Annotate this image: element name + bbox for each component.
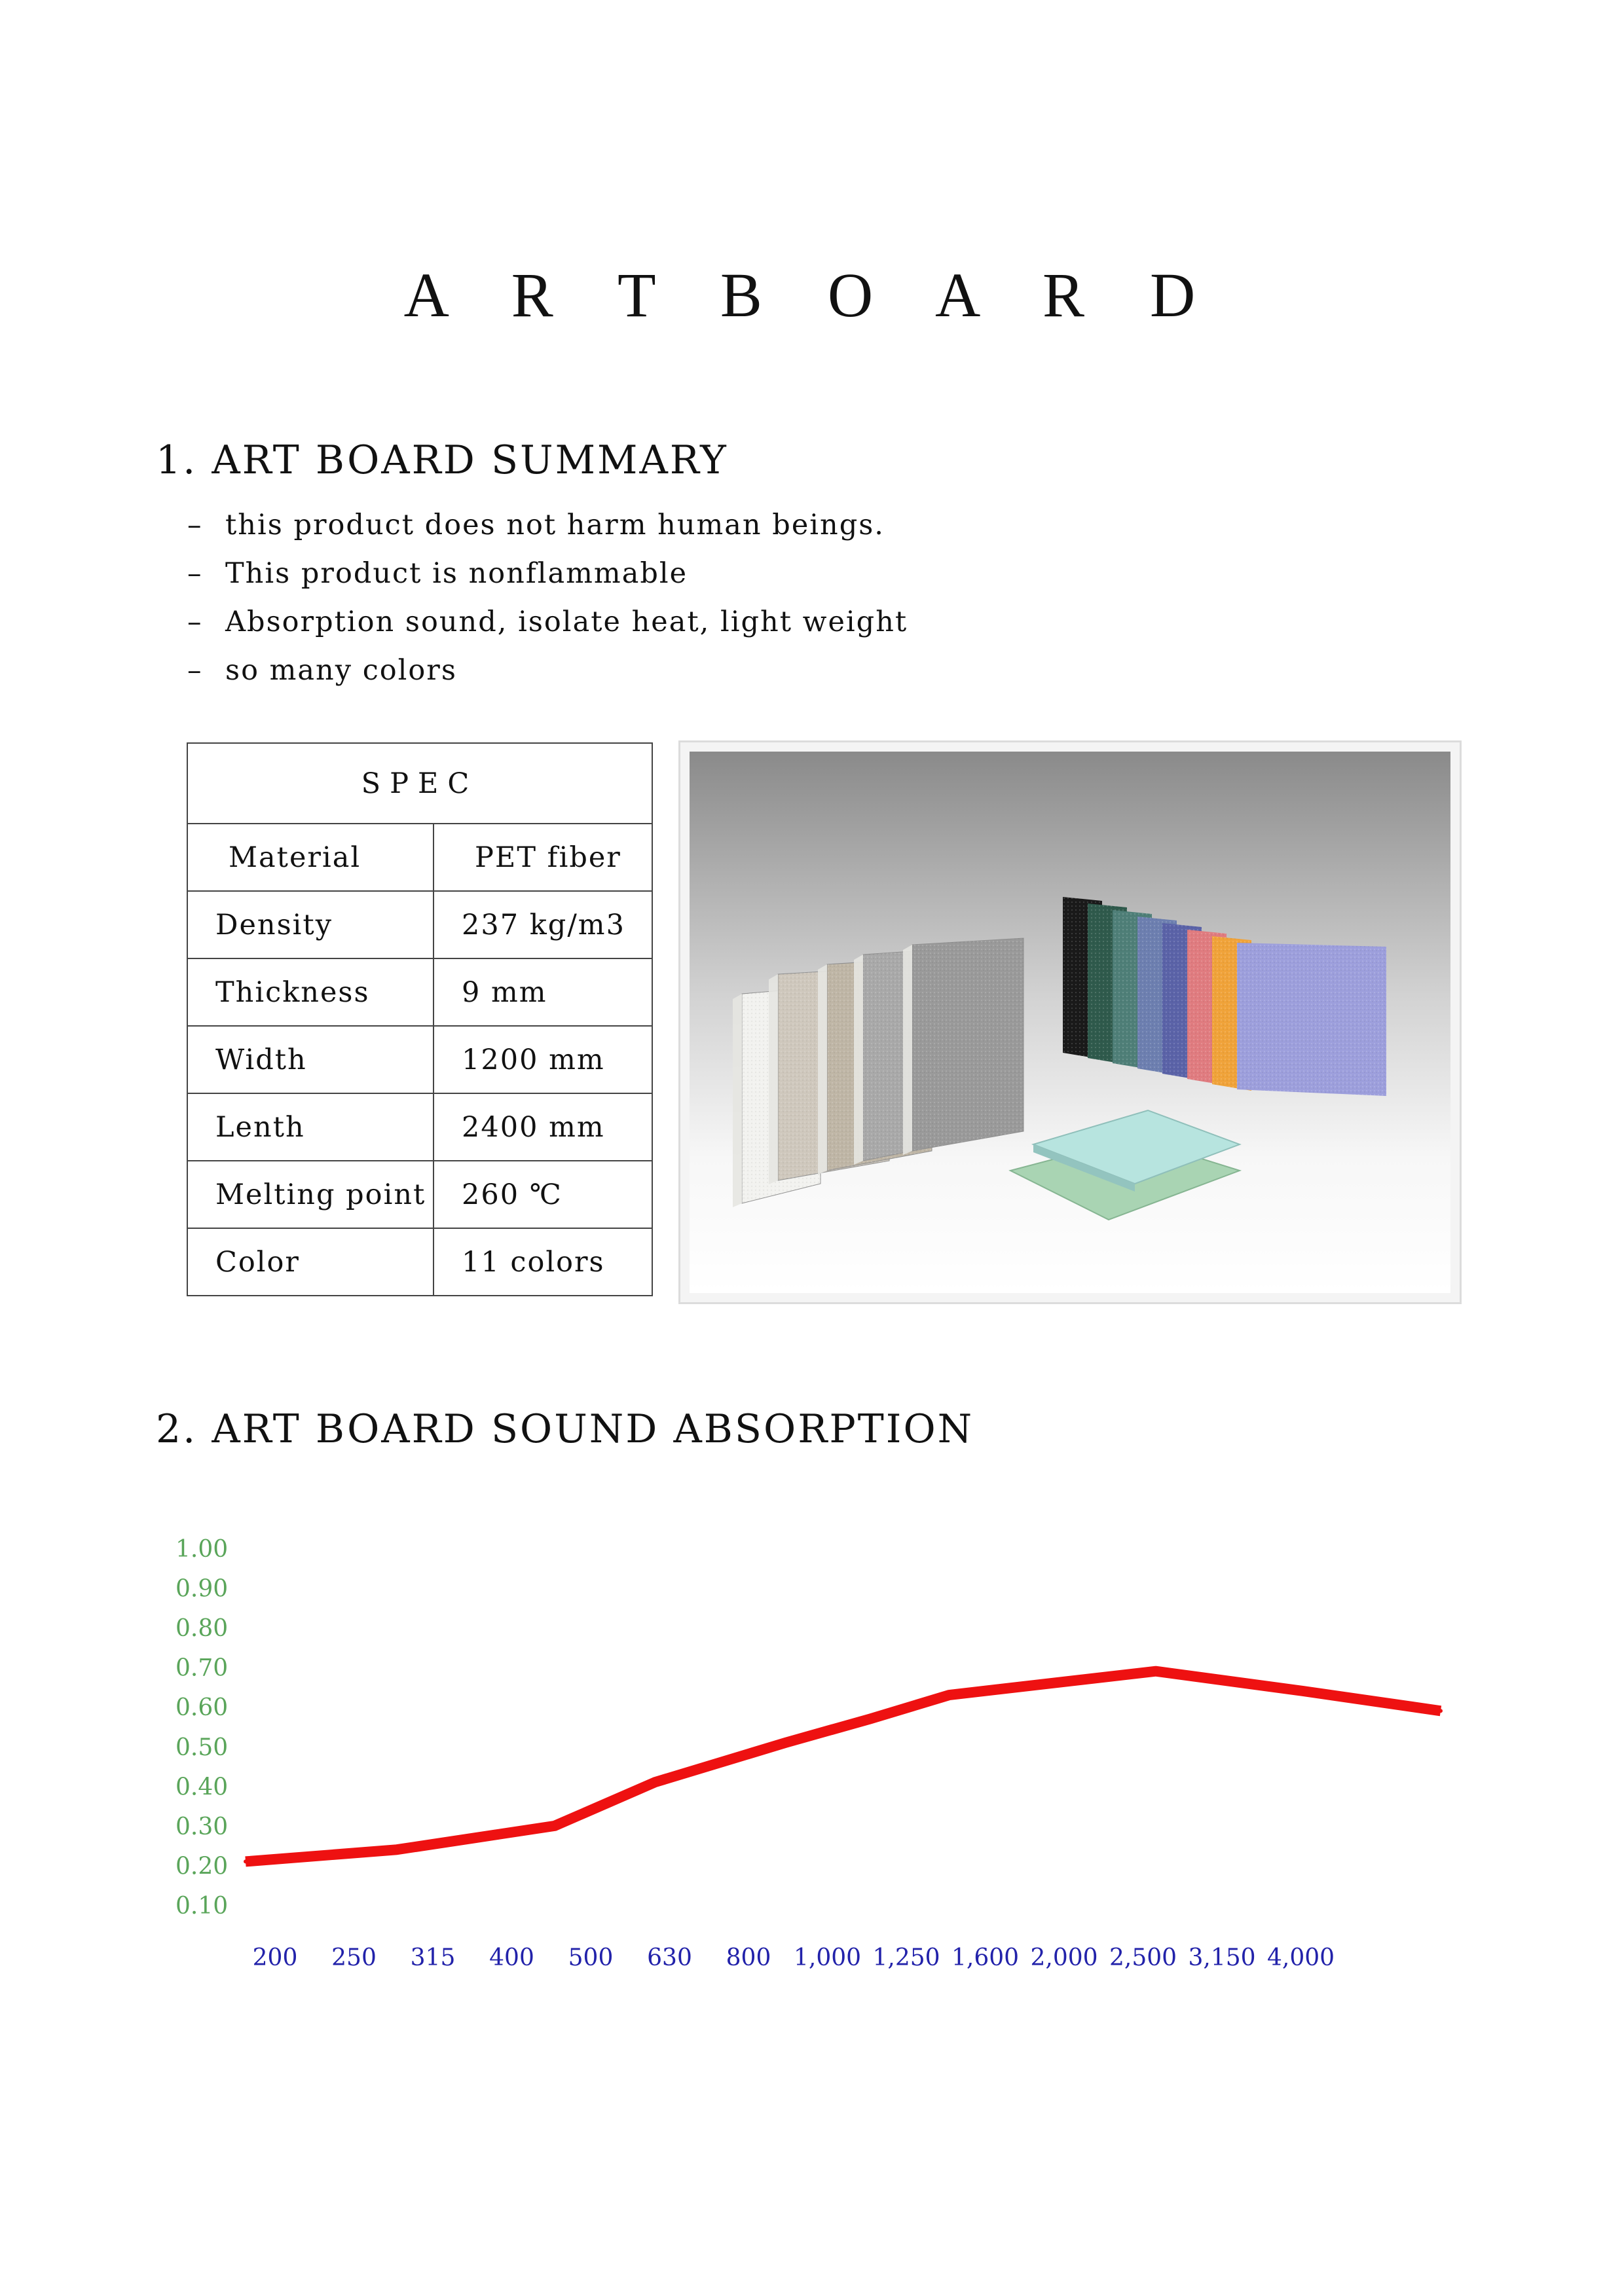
x-tick-label: 315 (410, 1944, 456, 1971)
spec-row (187, 1228, 652, 1296)
x-tick-label: 200 (252, 1944, 298, 1971)
absorption-point (653, 1780, 657, 1784)
spec-value: 2400 mm (434, 1093, 652, 1161)
panel-edge (903, 945, 912, 1155)
absorption-point (1439, 1709, 1443, 1713)
spec-label: Material (187, 824, 434, 891)
y-tick-label: 0.70 (175, 1654, 229, 1682)
absorption-point (474, 1836, 478, 1840)
x-tick-label: 1,000 (793, 1944, 862, 1971)
spec-row (187, 1093, 652, 1161)
bullet-dash: – (187, 606, 203, 638)
bullet-dash: – (187, 509, 203, 541)
y-tick-label: 0.90 (175, 1575, 229, 1603)
x-tick-label: 4,000 (1266, 1944, 1335, 1971)
summary-bullet (187, 549, 908, 598)
spec-value: 260 ℃ (434, 1161, 652, 1228)
panel-edge (769, 974, 778, 1184)
sound-absorption-chart (0, 1499, 1624, 2010)
y-tick-label: 0.20 (175, 1853, 229, 1880)
spec-label: Thickness (187, 958, 434, 1026)
absorption-point (784, 1741, 788, 1745)
summary-bullet (187, 646, 908, 695)
spec-header: SPEC (187, 743, 652, 824)
bullet-dash: – (187, 654, 203, 687)
summary-heading: 1. ART BOARD SUMMARY (156, 437, 728, 483)
x-tick-label: 400 (489, 1944, 534, 1971)
product-photo (678, 740, 1462, 1304)
spec-label: Lenth (187, 1093, 434, 1161)
spec-label: Density (187, 891, 434, 958)
y-tick-label: 0.80 (175, 1615, 229, 1643)
y-tick-label: 0.50 (175, 1734, 229, 1761)
panel-edge (854, 955, 863, 1165)
x-tick-label: 250 (331, 1944, 377, 1971)
spec-table (187, 742, 653, 1296)
panel-texture (1237, 943, 1386, 1096)
summary-bullet-list (187, 501, 908, 695)
summary-bullet (187, 598, 908, 646)
absorption-series (244, 1669, 1443, 1864)
absorption-point (948, 1693, 951, 1697)
bullet-text: Absorption sound, isolate heat, light weight (225, 606, 908, 638)
y-tick-label: 0.30 (175, 1813, 229, 1840)
panel-edge (818, 964, 827, 1175)
spec-label: Melting point (187, 1161, 434, 1228)
spec-value: 1200 mm (434, 1026, 652, 1093)
spec-row (187, 1026, 652, 1093)
x-tick-label: 800 (726, 1944, 771, 1971)
absorption-heading: 2. ART BOARD SOUND ABSORPTION (156, 1406, 974, 1452)
product-photo-illustration (690, 752, 1450, 1293)
bullet-text: so many colors (225, 654, 457, 687)
x-tick-label: 2,500 (1109, 1944, 1177, 1971)
panel-edge (733, 994, 742, 1207)
spec-header-row (187, 743, 652, 824)
y-tick-label: 1.00 (175, 1536, 229, 1563)
summary-bullet (187, 501, 908, 549)
y-tick-label: 0.10 (175, 1893, 229, 1920)
absorption-point (868, 1717, 872, 1721)
y-tick-label: 0.60 (175, 1694, 229, 1722)
bullet-dash: – (187, 557, 203, 590)
spec-value: 11 colors (434, 1228, 652, 1296)
absorption-line (246, 1671, 1441, 1862)
x-tick-label: 2,000 (1030, 1944, 1098, 1971)
spec-value: 237 kg/m3 (434, 891, 652, 958)
document-title: A R T B O A R D (403, 260, 1221, 330)
y-tick-label: 0.40 (175, 1774, 229, 1801)
bullet-text: This product is nonflammable (225, 557, 688, 590)
bullet-text: this product does not harm human beings. (225, 509, 885, 541)
spec-label: Color (187, 1228, 434, 1296)
absorption-point (395, 1848, 399, 1851)
x-tick-label: 3,150 (1188, 1944, 1256, 1971)
spec-row (187, 824, 652, 891)
x-axis (253, 1944, 1335, 1971)
y-axis (175, 1536, 228, 1920)
spec-row (187, 958, 652, 1026)
x-tick-label: 1,600 (951, 1944, 1020, 1971)
absorption-point (1301, 1689, 1305, 1693)
absorption-point (553, 1824, 557, 1828)
spec-value: 9 mm (434, 958, 652, 1026)
x-tick-label: 630 (647, 1944, 692, 1971)
absorption-point (244, 1859, 248, 1863)
spec-label: Width (187, 1026, 434, 1093)
x-tick-label: 500 (568, 1944, 614, 1971)
panel-texture (912, 938, 1024, 1151)
spec-row (187, 891, 652, 958)
spec-value: PET fiber (434, 824, 652, 891)
absorption-point (1154, 1669, 1158, 1673)
spec-row (187, 1161, 652, 1228)
x-tick-label: 1,250 (872, 1944, 940, 1971)
